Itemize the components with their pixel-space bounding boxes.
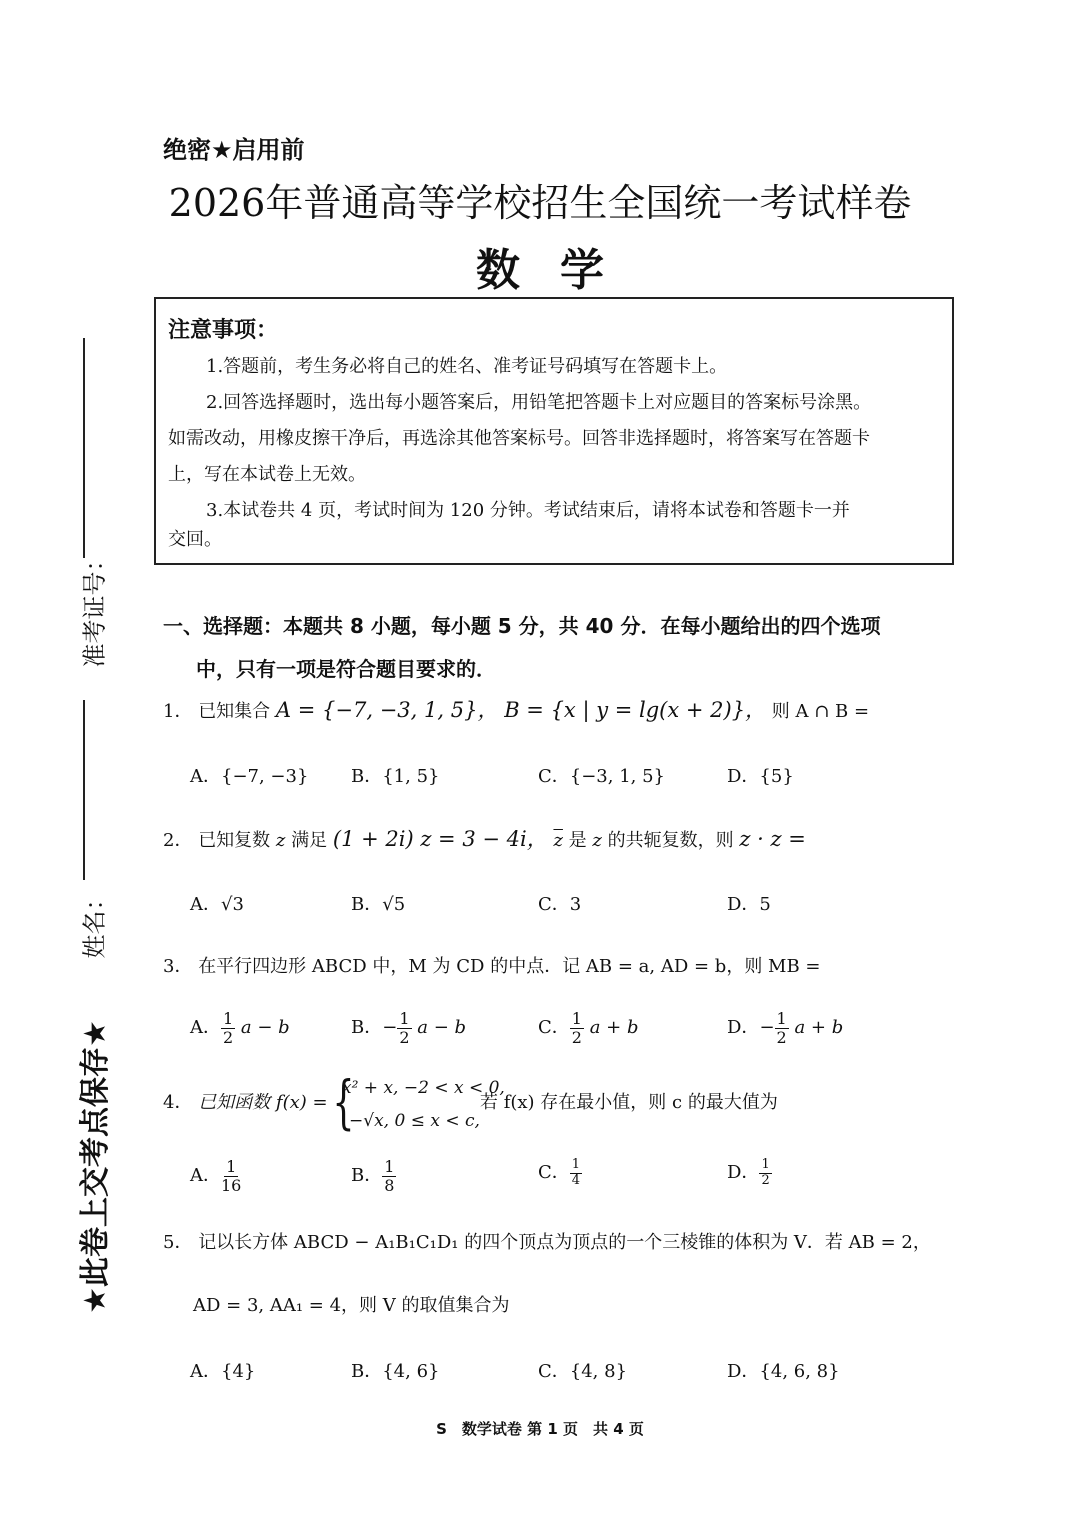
exam-title: 2026年普通高等学校招生全国统一考试样卷 xyxy=(168,181,912,225)
notice-item-2c: 上，写在本试卷上无效。 xyxy=(168,464,366,485)
option-a: A．{4} xyxy=(190,1361,256,1382)
option-expression: a − b xyxy=(240,1017,290,1039)
question-number: 4． xyxy=(163,1092,193,1113)
option-d xyxy=(727,1010,843,1046)
notice-item-3b: 交回。 xyxy=(168,529,222,550)
option-d: D．{5} xyxy=(727,766,794,787)
name-label: 姓名： xyxy=(80,886,109,959)
fraction-denominator: 2 xyxy=(223,1027,234,1047)
question-5-line-2: AD = 3, AA₁ = 4，则 V 的取值集合为 xyxy=(193,1295,510,1316)
option-b: B．√5 xyxy=(351,894,406,915)
set-b: B = {x | y = lg(x + 2)}， xyxy=(504,698,767,722)
question-number: 2． xyxy=(163,830,193,851)
fraction-numerator: 1 xyxy=(761,1157,770,1173)
question-text: 已知复数 xyxy=(198,830,271,851)
question-1 xyxy=(163,695,869,727)
piecewise-case-1: x² + x, −2 < x < 0, xyxy=(342,1078,505,1098)
keep-notice: ★此卷上交考点保存★ xyxy=(78,1020,113,1314)
option-c xyxy=(538,1158,582,1188)
product-expression: z · z = xyxy=(739,827,806,851)
variable-z: z xyxy=(592,830,602,851)
fraction xyxy=(382,1158,396,1194)
question-number: 3． xyxy=(163,956,193,977)
option-d: D．{4, 6, 8} xyxy=(727,1361,840,1382)
option-expression: a + b xyxy=(589,1017,639,1039)
fraction xyxy=(570,1158,582,1188)
notice-item-2a: 2.回答选择题时，选出每小题答案后，用铅笔把答题卡上对应题目的答案标号涂黑。 xyxy=(206,392,872,413)
option-label: B． xyxy=(351,1165,383,1187)
option-sign: − xyxy=(382,1017,398,1039)
option-b xyxy=(351,1158,396,1194)
option-label: A． xyxy=(190,1165,221,1187)
option-sign: − xyxy=(759,1017,775,1039)
notice-item-3a: 3.本试卷共 4 页，考试时间为 120 分钟。考试结束后，请将本试卷和答题卡一并 xyxy=(206,500,850,521)
variable-z-bar: $\overline{z}$ xyxy=(553,830,563,851)
option-label: B． xyxy=(351,1017,383,1039)
fraction-denominator: 2 xyxy=(571,1027,582,1047)
fraction xyxy=(397,1010,411,1046)
question-text: 若 f(x) 存在最小值，则 c 的最大值为 xyxy=(480,1092,778,1113)
question-text: 记以长方体 ABCD − A₁B₁C₁D₁ 的四个顶点为顶点的一个三棱锥的体积为 V．若 AB = 2， xyxy=(198,1232,931,1253)
fraction-numerator: 1 xyxy=(776,1009,787,1028)
question-text: 满足 xyxy=(291,830,328,851)
piecewise-case-2: −√x, 0 ≤ x < c, xyxy=(349,1111,480,1131)
option-a xyxy=(190,1010,290,1046)
variable-z: z xyxy=(275,830,286,851)
option-b: B．{1, 5} xyxy=(351,766,440,787)
fraction-denominator: 2 xyxy=(761,1172,770,1188)
question-text: 在平行四边形 ABCD 中，M 为 CD 的中点．记 AB = a, AD = b，则 MB = xyxy=(198,956,821,977)
question-text: 则 A ∩ B = xyxy=(771,701,870,722)
exam-id-label: 准考证号： xyxy=(80,547,109,668)
equation: (1 + 2i) z = 3 − 4i， xyxy=(332,827,548,851)
subject-title: 数学 xyxy=(476,245,644,296)
option-label: C． xyxy=(538,1017,570,1039)
option-d xyxy=(727,1158,772,1188)
secret-mark: 绝密★启用前 xyxy=(163,136,305,164)
question-number: 5． xyxy=(163,1232,193,1253)
question-4 xyxy=(163,1088,328,1118)
option-c xyxy=(538,1010,638,1046)
section-heading-line1: 一、选择题：本题共 8 小题，每小题 5 分，共 40 分．在每小题给出的四个选项 xyxy=(163,614,881,638)
fraction-numerator: 1 xyxy=(223,1009,234,1028)
exam-id-line xyxy=(83,338,85,558)
option-a: A．√3 xyxy=(190,894,244,915)
option-c: C．3 xyxy=(538,894,582,915)
fraction-numerator: 1 xyxy=(384,1157,395,1176)
name-line xyxy=(83,700,85,880)
question-number: 1． xyxy=(163,701,193,722)
question-text: 是 xyxy=(568,830,587,851)
option-d: D．5 xyxy=(727,894,771,915)
option-label: C． xyxy=(538,1162,570,1183)
option-b xyxy=(351,1010,466,1046)
set-a: A = {−7, −3, 1, 5}， xyxy=(275,698,499,722)
fraction xyxy=(221,1158,241,1194)
fraction-denominator: 4 xyxy=(571,1172,581,1188)
option-expression: a + b xyxy=(794,1017,844,1039)
fraction xyxy=(759,1158,771,1188)
question-5 xyxy=(163,1228,931,1258)
fraction-denominator: 8 xyxy=(384,1175,395,1195)
page-footer: S 数学试卷 第 1 页 共 4 页 xyxy=(436,1420,644,1438)
option-c: C．{−3, 1, 5} xyxy=(538,766,666,787)
notice-item-2b: 如需改动，用橡皮擦干净后，再选涂其他答案标号。回答非选择题时，将答案写在答题卡 xyxy=(168,428,870,449)
question-2 xyxy=(163,824,806,856)
fraction-numerator: 1 xyxy=(226,1157,237,1176)
option-c: C．{4, 8} xyxy=(538,1361,628,1382)
option-a: A．{−7, −3} xyxy=(190,766,309,787)
question-text: 的共轭复数，则 xyxy=(607,830,734,851)
option-label: D． xyxy=(727,1017,760,1039)
option-label: D． xyxy=(727,1162,760,1183)
notice-item-1: 1.答题前，考生务必将自己的姓名、准考证号码填写在答题卡上。 xyxy=(206,356,728,377)
option-a xyxy=(190,1158,241,1194)
question-3 xyxy=(163,952,821,982)
function-definition: 已知函数 f(x) = xyxy=(198,1092,328,1113)
option-expression: a − b xyxy=(417,1017,467,1039)
section-heading-line2: 中，只有一项是符合题目要求的． xyxy=(196,657,496,681)
fraction xyxy=(221,1010,235,1046)
fraction-numerator: 1 xyxy=(399,1009,410,1028)
fraction-denominator: 2 xyxy=(776,1027,787,1047)
fraction-denominator: 16 xyxy=(221,1175,242,1195)
fraction-numerator: 1 xyxy=(571,1009,582,1028)
fraction-denominator: 2 xyxy=(399,1027,410,1047)
notice-heading: 注意事项： xyxy=(168,318,279,343)
option-b: B．{4, 6} xyxy=(351,1361,440,1382)
piecewise-brace: { xyxy=(332,1068,355,1136)
fraction xyxy=(570,1010,584,1046)
fraction xyxy=(775,1010,789,1046)
fraction-numerator: 1 xyxy=(571,1157,581,1173)
question-text: 已知集合 xyxy=(198,701,271,722)
option-label: A． xyxy=(190,1017,221,1039)
